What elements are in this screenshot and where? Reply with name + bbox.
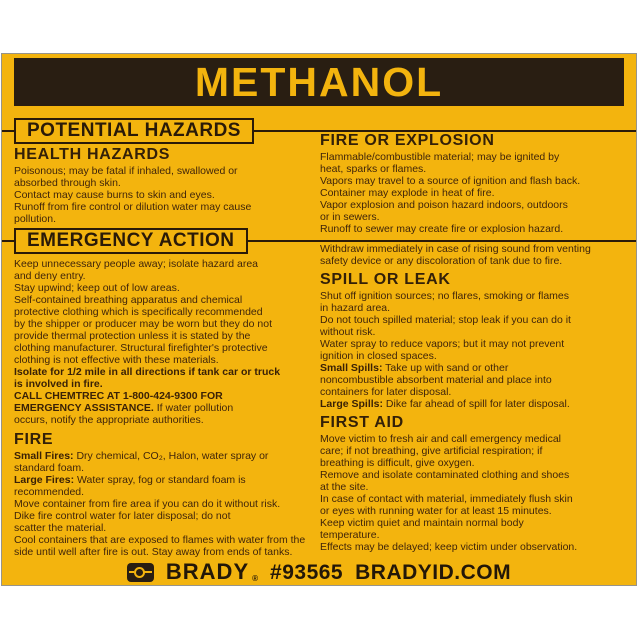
text-line: Remove and isolate contaminated clothing and shoes	[320, 469, 570, 481]
text-line: noncombustible absorbent material and place into	[320, 374, 552, 386]
fire-text	[14, 450, 316, 558]
text-line: containers for later disposal.	[320, 386, 452, 398]
text-line: Contact may cause burns to skin and eyes.	[14, 189, 215, 201]
text-line: standard foam.	[14, 462, 85, 474]
spill-or-leak-heading: SPILL OR LEAK	[320, 271, 451, 288]
text-line: Large Fires: Water spray, fog or standard foam is	[14, 474, 246, 486]
text-line: Container may explode in heat of fire.	[320, 187, 495, 199]
hazard-label	[1, 53, 637, 586]
potential-hazards-header: POTENTIAL HAZARDS	[14, 118, 254, 144]
registered-mark: ®	[252, 574, 259, 583]
text-line: Vapor explosion and poison hazard indoors, outdoors	[320, 199, 568, 211]
emergency-action-text	[14, 258, 316, 426]
text-line: clothing is not effective with these materials.	[14, 354, 219, 366]
text-line: Poisonous; may be fatal if inhaled, swallowed or	[14, 165, 238, 177]
text-line: in hazard area.	[320, 302, 391, 314]
brady-logo-icon	[127, 563, 154, 582]
text-line: at the site.	[320, 481, 369, 493]
text-line: Keep victim quiet and maintain normal body	[320, 517, 524, 529]
fire-or-explosion-heading: FIRE OR EXPLOSION	[320, 132, 495, 149]
text-line: scatter the material.	[14, 522, 107, 534]
brand-footer	[2, 559, 636, 585]
text-line: protective clothing which is specifically recommended	[14, 306, 263, 318]
text-line: Keep unnecessary people away; isolate hazard area	[14, 258, 258, 270]
fire-heading: FIRE	[14, 431, 54, 448]
text-line: recommended.	[14, 486, 85, 498]
text-line: breathing is difficult, give oxygen.	[320, 457, 475, 469]
text-line: EMERGENCY ASSISTANCE. If water pollution	[14, 402, 234, 414]
fire-or-explosion-section	[320, 132, 632, 235]
website-text: BRADYID.COM	[355, 560, 512, 584]
text-line: or in sewers.	[320, 211, 380, 223]
right-column	[320, 132, 632, 553]
text-line: ignition in closed spaces.	[320, 350, 437, 362]
text-line: heat, sparks or flames.	[320, 163, 427, 175]
emergency-action-header: EMERGENCY ACTION	[14, 228, 248, 254]
part-number: #93565	[270, 560, 344, 584]
text-line: CALL CHEMTREC AT 1-800-424-9300 FOR	[14, 390, 223, 402]
text-line: and deny entry.	[14, 270, 86, 282]
text-line: Withdraw immediately in case of rising sound from venting	[320, 243, 591, 255]
text-line: Vapors may travel to a source of ignition and flash back.	[320, 175, 581, 187]
text-line: side until well after fire is out. Stay away from ends of tanks.	[14, 546, 293, 558]
spill-or-leak-text	[320, 290, 632, 410]
text-line: temperature.	[320, 529, 380, 541]
fire-or-explosion-text	[320, 151, 632, 235]
chemical-name: METHANOL	[194, 58, 444, 105]
text-line: In case of contact with material, immediately flush skin	[320, 493, 573, 505]
spill-or-leak-section	[320, 271, 632, 410]
text-line: Small Fires: Dry chemical, CO₂, Halon, water spray or	[14, 450, 269, 462]
text-line: absorbed through skin.	[14, 177, 121, 189]
text-line: Move victim to fresh air and call emergency medical	[320, 433, 562, 445]
text-line: Shut off ignition sources; no flares, smoking or flames	[320, 290, 570, 302]
text-line: is involved in fire.	[14, 378, 103, 390]
first-aid-section	[320, 414, 632, 553]
text-line: Small Spills: Take up with sand or other	[320, 362, 509, 374]
text-line: pollution.	[14, 213, 57, 225]
text-line: Dike fire control water for later disposal; do not	[14, 510, 231, 522]
text-line: Stay upwind; keep out of low areas.	[14, 282, 180, 294]
health-hazards-text	[14, 165, 316, 225]
text-line: Effects may be delayed; keep victim under observation.	[320, 541, 578, 553]
health-hazards-heading: HEALTH HAZARDS	[14, 146, 171, 163]
text-line: provide thermal protection unless it is stated by the	[14, 330, 251, 342]
text-line: safety device or any discoloration of tank due to fire.	[320, 255, 563, 267]
text-line: without risk.	[320, 326, 376, 338]
text-line: Large Spills: Dike far ahead of spill for later disposal.	[320, 398, 570, 410]
text-line: Runoff to sewer may create fire or explosion hazard.	[320, 223, 564, 235]
text-line: Self-contained breathing apparatus and chemical	[14, 294, 243, 306]
text-line: by the shipper or producer may be worn but they do not	[14, 318, 272, 330]
text-line: Isolate for 1/2 mile in all directions if tank car or truck	[14, 366, 281, 378]
brand-name: BRADY	[165, 559, 250, 584]
health-hazards-section	[14, 146, 316, 225]
text-line: or eyes with running water for at least 15 minutes.	[320, 505, 552, 517]
text-line: Flammable/combustible material; may be ignited by	[320, 151, 560, 163]
text-line: occurs, notify the appropriate authorities.	[14, 414, 204, 426]
withdraw-note-text	[320, 243, 632, 267]
text-line: Move container from fire area if you can do it without risk.	[14, 498, 281, 510]
text-line: Runoff from fire control or dilution water may cause	[14, 201, 252, 213]
text-line: Do not touch spilled material; stop leak if you can do it	[320, 314, 571, 326]
chemical-title-bar	[14, 58, 624, 106]
first-aid-heading: FIRST AID	[320, 414, 404, 431]
text-line: clothing manufacturer. Structural firefighter's protective	[14, 342, 268, 354]
text-line: care; if not breathing, give artificial respiration; if	[320, 445, 543, 457]
text-line: Cool containers that are exposed to flames with water from the	[14, 534, 306, 546]
text-line: Water spray to reduce vapors; but it may not prevent	[320, 338, 565, 350]
first-aid-text	[320, 433, 632, 553]
fire-section	[14, 431, 316, 558]
emergency-action-section	[14, 258, 316, 426]
